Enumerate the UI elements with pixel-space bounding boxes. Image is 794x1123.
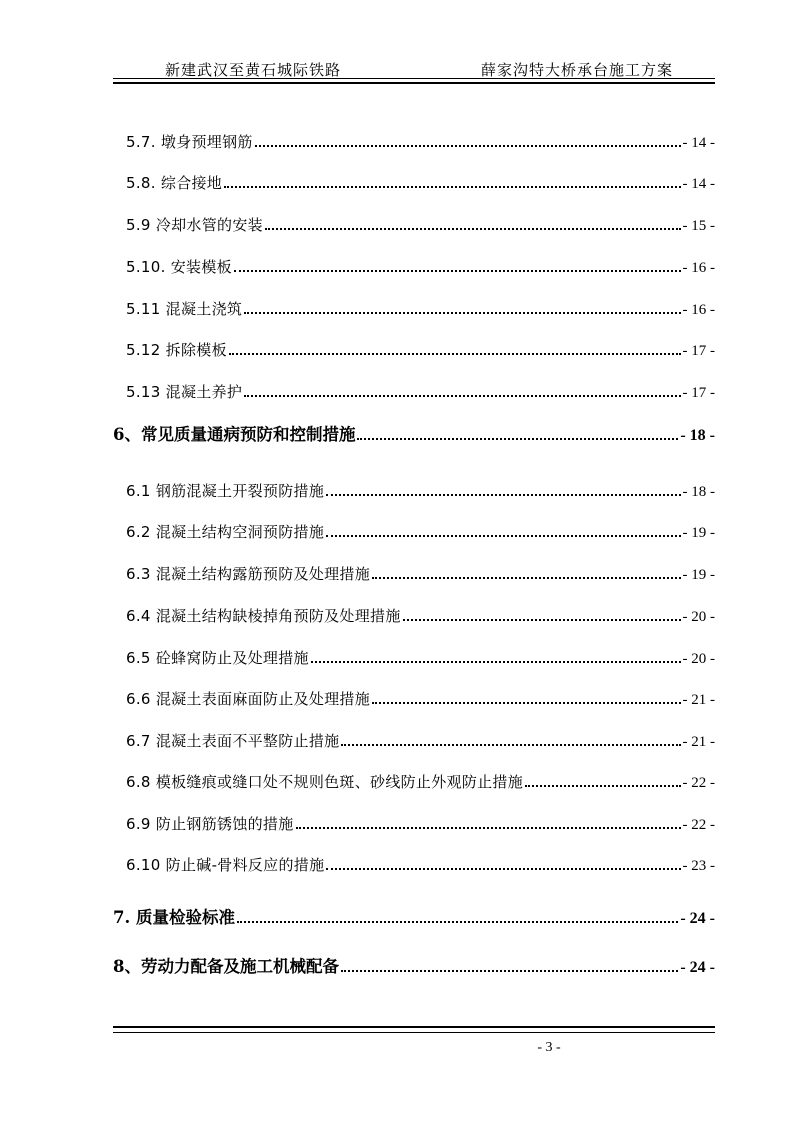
toc-entry-label: 6.7 混凝土表面不平整防止措施 (126, 732, 340, 750)
toc-entry-label: 6.3 混凝土结构露筋预防及处理措施 (126, 565, 371, 583)
toc-leader-dots (224, 186, 680, 188)
toc-leader-dots (326, 535, 680, 537)
footer-rule (113, 1026, 715, 1033)
toc-entry-page: - 18 - (680, 427, 715, 444)
toc-subsection-entry[interactable] (113, 560, 715, 584)
toc-entry-page: - 24 - (680, 910, 715, 927)
toc-entry-label: 7. 质量检验标准 (113, 908, 235, 927)
toc-subsection-entry[interactable] (113, 602, 715, 626)
toc-leader-dots (311, 661, 681, 663)
toc-entry-label: 5.13 混凝土养护 (126, 383, 243, 401)
toc-entry-page: - 23 - (682, 858, 715, 874)
toc-entry-page: - 16 - (682, 302, 715, 318)
toc-leader-dots (265, 228, 681, 230)
toc-entry-label: 6、常见质量通病预防和控制措施 (113, 425, 356, 444)
toc-entry-page: - 16 - (682, 260, 715, 276)
toc-entry-label: 5.9 冷却水管的安装 (126, 216, 263, 234)
toc-leader-dots (244, 312, 680, 314)
toc-entry-label: 6.4 混凝土结构缺棱掉角预防及处理措施 (126, 607, 401, 625)
toc-entry-label: 6.2 混凝土结构空洞预防措施 (126, 523, 325, 541)
toc-entry-label: 8、劳动力配备及施工机械配备 (113, 957, 339, 976)
toc-entry-label: 5.10. 安装模板 (126, 258, 232, 276)
toc-entry-label: 5.7. 墩身预埋钢筋 (126, 133, 253, 151)
toc-leader-dots (372, 577, 680, 579)
toc-entry-label: 5.8. 综合接地 (126, 174, 223, 192)
toc-entry-page: - 20 - (682, 651, 715, 667)
header-project-name: 新建武汉至黄石城际铁路 (165, 61, 342, 79)
toc-subsection-entry[interactable] (113, 685, 715, 709)
toc-subsection-entry[interactable] (113, 378, 715, 402)
toc-entry-page: - 19 - (682, 567, 715, 583)
toc-entry-label: 6.10 防止碱-骨料反应的措施 (126, 856, 325, 874)
toc-entry-page: - 14 - (682, 135, 715, 151)
toc-entry-page: - 14 - (682, 176, 715, 192)
toc-entry-page: - 22 - (682, 817, 715, 833)
toc-leader-dots (326, 494, 680, 496)
toc-subsection-entry[interactable] (113, 295, 715, 319)
toc-entry-page: - 22 - (682, 775, 715, 791)
toc-entry-page: - 18 - (682, 484, 715, 500)
toc-subsection-entry[interactable] (113, 727, 715, 751)
toc-leader-dots (341, 744, 680, 746)
toc-entry-label: 6.5 砼蜂窝防止及处理措施 (126, 649, 309, 667)
toc-subsection-entry[interactable] (113, 336, 715, 360)
toc-subsection-entry[interactable] (113, 211, 715, 235)
toc-entry-label: 6.1 钢筋混凝土开裂预防措施 (126, 482, 325, 500)
toc-subsection-entry[interactable] (113, 518, 715, 542)
toc-entry-page: - 21 - (682, 734, 715, 750)
toc-subsection-entry[interactable] (113, 128, 715, 152)
toc-leader-dots (357, 438, 678, 440)
toc-leader-dots (255, 145, 681, 147)
toc-leader-dots (229, 353, 681, 355)
toc-leader-dots (372, 702, 680, 704)
toc-entry-page: - 15 - (682, 218, 715, 234)
toc-entry-label: 6.8 模板缝痕或缝口处不规则色斑、砂线防止外观防止措施 (126, 773, 524, 791)
toc-section-entry[interactable] (113, 421, 715, 445)
toc-leader-dots (403, 619, 681, 621)
toc-leader-dots (326, 868, 680, 870)
page-number: - 3 - (537, 1040, 561, 1055)
toc-leader-dots (341, 970, 678, 972)
toc-leader-dots (244, 395, 680, 397)
toc-entry-label: 5.11 混凝土浇筑 (126, 300, 243, 318)
toc-entry-page: - 19 - (682, 525, 715, 541)
toc-entry-label: 6.9 防止钢筋锈蚀的措施 (126, 815, 294, 833)
header-rule (113, 78, 715, 84)
toc-entry-label: 5.12 拆除模板 (126, 341, 227, 359)
toc-leader-dots (237, 921, 678, 923)
toc-section-entry[interactable] (113, 904, 715, 928)
toc-entry-label: 6.6 混凝土表面麻面防止及处理措施 (126, 690, 371, 708)
toc-subsection-entry[interactable] (113, 477, 715, 501)
header-document-title: 薛家沟特大桥承台施工方案 (480, 61, 673, 79)
toc-section-entry[interactable] (113, 953, 715, 977)
toc-subsection-entry[interactable] (113, 768, 715, 792)
toc-subsection-entry[interactable] (113, 644, 715, 668)
toc-subsection-entry[interactable] (113, 253, 715, 277)
toc-leader-dots (296, 827, 681, 829)
toc-subsection-entry[interactable] (113, 810, 715, 834)
toc-entry-page: - 21 - (682, 692, 715, 708)
page-footer (0, 1040, 794, 1056)
toc-entry-page: - 17 - (682, 385, 715, 401)
toc-leader-dots (234, 270, 681, 272)
toc-entry-page: - 17 - (682, 343, 715, 359)
toc-subsection-entry[interactable] (113, 851, 715, 875)
toc-leader-dots (525, 785, 680, 787)
toc-entry-page: - 20 - (682, 609, 715, 625)
toc-entry-page: - 24 - (680, 959, 715, 976)
toc-subsection-entry[interactable] (113, 169, 715, 193)
